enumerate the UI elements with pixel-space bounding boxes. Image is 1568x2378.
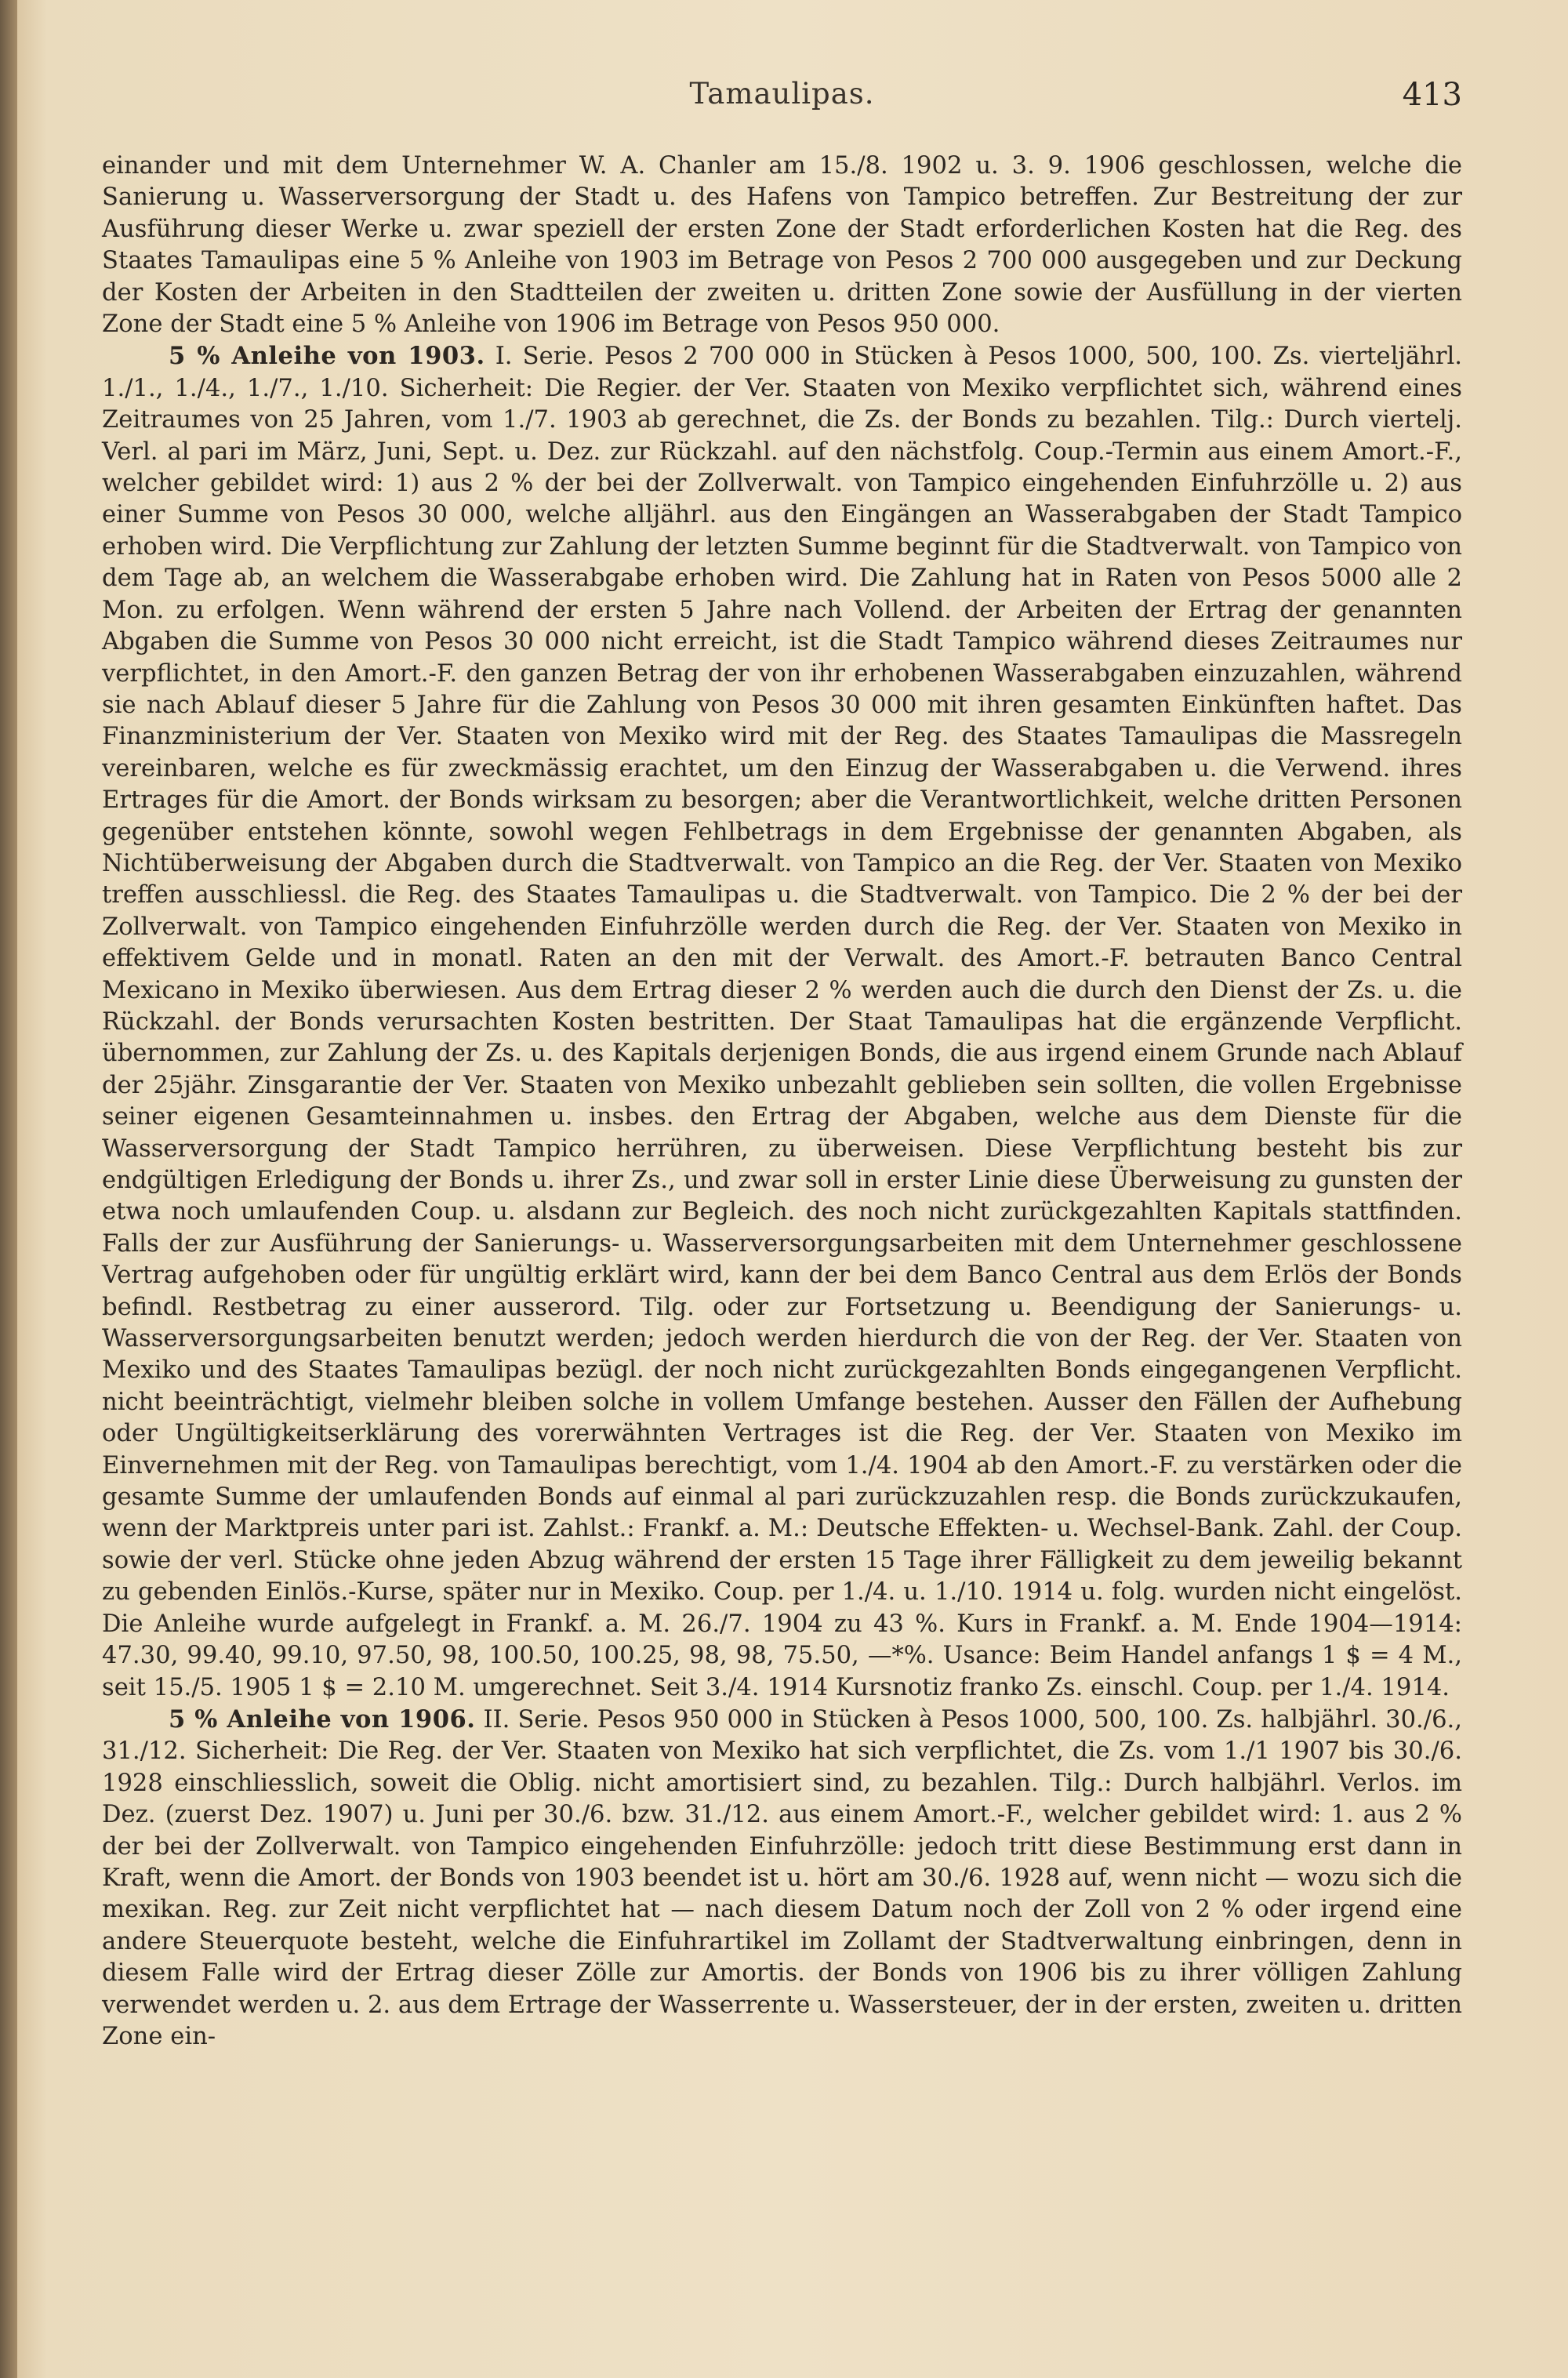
paragraph-text: I. Serie. Pesos 2 700 000 in Stücken à Pesos 1000, 500, 100. Zs. vierteljährl. 1./1., 1./4., 1./7., 1./10. Sicherheit: Die Regier. der Ver. Staaten von Mexiko verpflichtet sich, während eines Zeitraumes von 25 Jahren, vom 1./7. 1903 ab gerechnet, die Zs. der Bonds zu bezahlen. Tilg.: Durch viertelj. Verl. al pari im März, Juni, Sept. u. Dez. zur Rückzahl. auf den nächstfolg. Coup.-Termin aus einem Amort.-F., welcher gebildet wird: 1) aus 2 % der bei der Zollverwalt. von Tampico eingehenden Einfuhrzölle u. 2) aus einer Summe von Pesos 30 000, welche alljährl. aus den Eingängen an Wasserabgaben der Stadt Tampico erhoben wird. Die Verpflichtung zur Zahlung der letzten Summe beginnt für die Stadtverwalt. von Tampico von dem Tage ab, an welchem die Wasserabgabe erhoben wird. Die Zahlung hat in Raten von Pesos 5000 alle 2 Mon. zu erfolgen. Wenn während der ersten 5 Jahre nach Vollend. der Arbeiten der Ertrag der genannten Abgaben die Summe von Pesos 30 000 nicht erreicht, ist die Stadt Tampico während dieses Zeitraumes nur verpflichtet, in den Amort.-F. den ganzen Betrag der von ihr erhobenen Wasserabgaben einzuzahlen, während sie nach Ablauf dieser 5 Jahre für die Zahlung von Pesos 30 000 mit ihren gesamten Einkünften haftet. Das Finanzministerium der Ver. Staaten von Mexiko wird mit der Reg. des Staates Tamaulipas die Massregeln vereinbaren, welche es für zweckmässig erachtet, um den Einzug der Wasserabgaben u. die Verwend. ihres Ertrages für die Amort. der Bonds wirksam zu besorgen; aber die Verantwortlichkeit, welche dritten Personen gegenüber entstehen könnte, sowohl wegen Fehlbetrags in dem Ergebnisse der genannten Abgaben, als Nichtüberweisung der Abgaben durch die Stadtverwalt. von Tampico an die Reg. der Ver. Staaten von Mexiko treffen ausschliessl. die Reg. des Staates Tamaulipas u. die Stadtverwalt. von Tampico. Die 2 % der bei der Zollverwalt. von Tampico eingehenden Einfuhrzölle werden durch die Reg. der Ver. Staaten von Mexiko in effektivem Gelde und in monatl. Raten an den mit der Verwalt. des Amort.-F. betrauten Banco Central Mexicano in Mexiko überwiesen. Aus dem Ertrag dieser 2 % werden auch die durch den Dienst der Zs. u. die Rückzahl. der Bonds verursachten Kosten bestritten. Der Staat Tamaulipas hat die ergänzende Verpflicht. übernommen, zur Zahlung der Zs. u. des Kapitals derjenigen Bonds, die aus irgend einem Grunde nach Ablauf der 25jähr. Zinsgarantie der Ver. Staaten von Mexiko unbezahlt geblieben sein sollten, die vollen Ergebnisse seiner eigenen Gesamteinnahmen u. insbes. den Ertrag der Abgaben, welche aus dem Dienste für die Wasserversorgung der Stadt Tampico herrühren, zu überweisen. Diese Verpflichtung besteht bis zur endgültigen Erledigung der Bonds u. ihrer Zs., und zwar soll in erster Linie diese Überweisung zu gunsten der etwa noch umlaufenden Coup. u. alsdann zur Begleich. des noch nicht zurückgezahlten Kapitals stattfinden. Falls der zur Ausführung der Sanierungs- u. Wasserversorgungsarbeiten mit dem Unternehmer geschlossene Vertrag aufgehoben oder für ungültig erklärt wird, kann der bei dem Banco Central aus dem Erlös der Bonds befindl. Restbetrag zu einer ausserord. Tilg. oder zur Fortsetzung u. Beendigung der Sanierungs- u. Wasserversorgungsarbeiten benutzt werden; jedoch werden hierdurch die von der Reg. der Ver. Staaten von Mexiko und des Staates Tamaulipas bezügl. der noch nicht zurückgezahlten Bonds eingegangenen Verpflicht. nicht beeinträchtigt, vielmehr bleiben solche in vollem Umfange bestehen. Ausser den Fällen der Aufhebung oder Ungültigkeitserklärung des vorerwähnten Vertrages ist die Reg. der Ver. Staaten von Mexiko im Einvernehmen mit der Reg. von Tamaulipas berechtigt, vom 1./4. 1904 ab den Amort.-F. zu verstärken oder die gesamte Summe der umlaufenden Bonds auf einmal al pari zurückzuzahlen resp. die Bonds zurückzukaufen, wenn der Marktpreis unter pari ist. Zahlst.: Frankf. a. M.: Deutsche Effekten- u. Wechsel-Bank. Zahl. der Coup. sowie der verl. Stücke ohne jeden Abzug während der ersten 15 Tage ihrer Fälligkeit zu dem jeweilig bekannt zu gebenden Einlös.-Kurse, später nur in Mexiko. Coup. per 1./4. u. 1./10. 1914 u. folg. wurden nicht eingelöst. Die Anleihe wurde aufgelegt in Frankf. a. M. 26./7. 1904 zu 43 %. Kurs in Frankf. a. M. Ende 1904—1914: 47.30, 99.40, 99.10, 97.50, 98, 100.50, 100.25, 98, 98, 75.50, —*%. Usance: Beim Handel anfangs 1 $ = 4 M., seit 15./5. 1905 1 $ = 2.10 M. umgerechnet. Seit 3./4. 1914 Kursnotiz franko Zs. einschl. Coup. per 1./4. 1914. xyxy=(102,343,1462,1701)
paragraph-loan-1903 xyxy=(102,340,1462,1703)
loan-heading-1903: 5 % Anleihe von 1903. xyxy=(169,342,485,371)
paragraph-loan-1906 xyxy=(102,1704,1462,2053)
page-number: 413 xyxy=(1402,77,1462,113)
body-text xyxy=(102,151,1462,2053)
paragraph-text: II. Serie. Pesos 950 000 in Stücken à Pesos 1000, 500, 100. Zs. halbjährl. 30./6., 31./12. Sicherheit: Die Reg. der Ver. Staaten von Mexiko hat sich verpflichtet, die Zs. vom 1./1 1907 bis 30./6. 1928 einschliesslich, soweit die Oblig. nicht amortisiert sind, zu bezahlen. Tilg.: Durch halbjährl. Verlos. im Dez. (zuerst Dez. 1907) u. Juni per 30./6. bzw. 31./12. aus einem Amort.-F., welcher gebildet wird: 1. aus 2 % der bei der Zollverwalt. von Tampico eingehenden Einfuhrzölle: jedoch tritt diese Bestimmung erst dann in Kraft, wenn die Amort. der Bonds von 1903 beendet ist u. hört am 30./6. 1928 auf, wenn nicht — wozu sich die mexikan. Reg. zur Zeit nicht verpflichtet hat — nach diesem Datum noch der Zoll von 2 % oder irgend eine andere Steuerquote besteht, welche die Einfuhrartikel im Zollamt der Stadtverwaltung einbringen, denn in diesem Falle wird der Ertrag dieser Zölle zur Amortis. der Bonds von 1906 bis zu ihrer völligen Zahlung verwendet werden u. 2. aus dem Ertrage der Wasserrente u. Wassersteuer, der in der ersten, zweiten u. dritten Zone ein- xyxy=(102,1705,1462,2050)
paragraph-intro xyxy=(102,151,1462,340)
book-spine-shadow xyxy=(0,0,17,2378)
paragraph-text: einander und mit dem Unternehmer W. A. Chanler am 15./8. 1902 u. 3. 9. 1906 geschlossen, welche die Sanierung u. Wasserversorgung der Stadt u. des Hafens von Tampico betreffen. Zur Bestreitung der zur Ausführung dieser Werke u. zwar speziell der ersten Zone der Stadt erforderlichen Kosten hat die Reg. des Staates Tamaulipas eine 5 % Anleihe von 1903 im Betrage von Pesos 2 700 000 ausgegeben und zur Deckung der Kosten der Arbeiten in den Stadtteilen der zweiten u. dritten Zone sowie der Ausfüllung in der vierten Zone der Stadt eine 5 % Anleihe von 1906 im Betrage von Pesos 950 000. xyxy=(102,152,1462,339)
running-title: Tamaulipas. xyxy=(689,77,875,111)
page-header xyxy=(102,77,1462,124)
loan-heading-1906: 5 % Anleihe von 1906. xyxy=(169,1705,476,1734)
